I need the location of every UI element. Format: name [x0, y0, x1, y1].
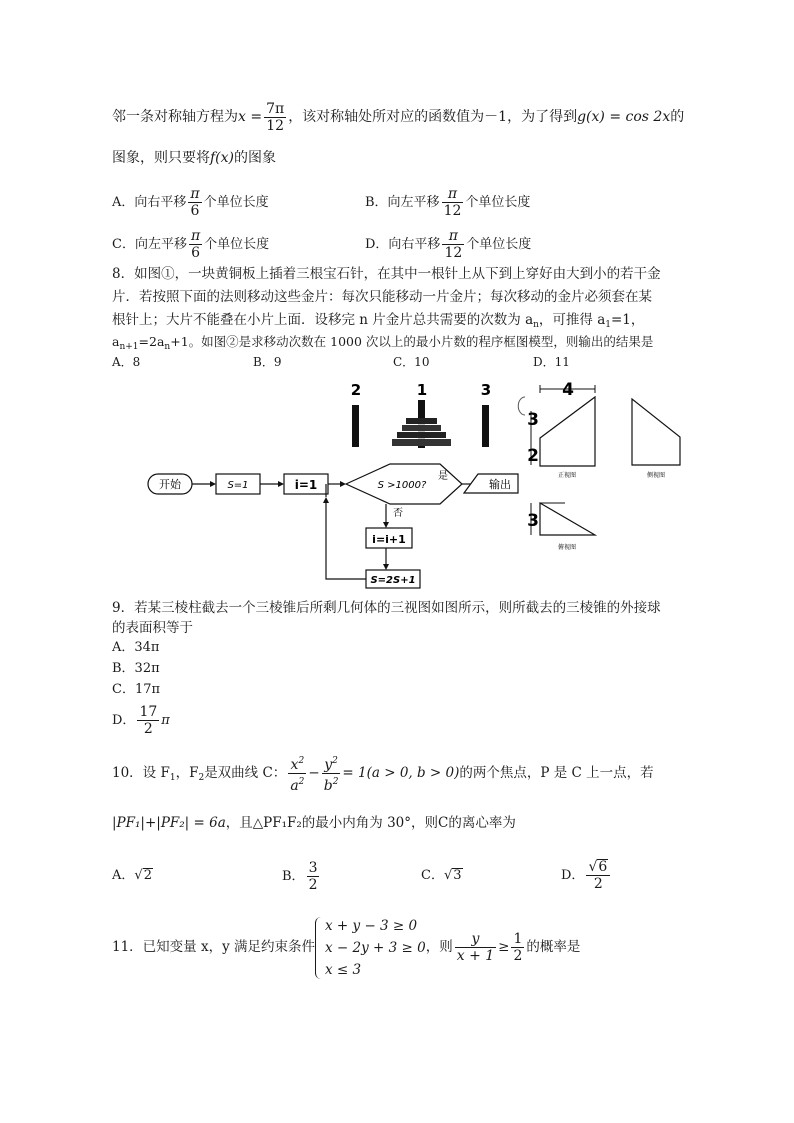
svg-text:i=i+1: i=i+1 — [372, 533, 406, 546]
peg-label-2: 2 — [350, 381, 362, 399]
q7-option-b: B．向左平移 $\frac{\pi}{12}$ 个单位长度 — [365, 186, 531, 219]
svg-text:4: 4 — [562, 380, 574, 400]
svg-text:俯视图: 俯视图 — [557, 544, 577, 551]
gold-disks — [390, 418, 454, 446]
q9-option-a: A．34π — [112, 640, 160, 655]
q9-option-b: B．32π — [112, 661, 160, 676]
q9-line1: 9．若某三棱柱截去一个三棱锥后所剩几何体的三视图如图所示，则所截去的三棱锥的外接球 — [112, 600, 661, 616]
svg-text:3: 3 — [527, 511, 539, 531]
q7-option-a: A．向右平移 $\frac{\pi}{6}$ 个单位长度 — [112, 186, 269, 219]
svg-text:S=2S+1: S=2S+1 — [370, 575, 416, 586]
q10-option-c: C．√3 — [421, 868, 462, 883]
hyperbola-x-term: $\frac{x^2}{a^2}$ — [288, 753, 306, 794]
q11-line: 11．已知变量 x，y 满足约束条件 x + y − 3 ≥ 0 x − 2y + 3 ≥ 0 x ≤ 3 ，则 $\frac{y}{x + 1}$ ≥ $\frac{1}{2}$ 的概率是 — [112, 912, 580, 982]
top-view — [527, 503, 595, 551]
svg-text:开始: 开始 — [159, 478, 181, 491]
svg-text:S=1: S=1 — [227, 480, 249, 491]
q8-line4: $a_{n+1}=2a_n+1$。如图②是求移动次数在 1000 次以上的最小片数的程序框图模型，则输出的结果是 — [112, 334, 654, 352]
q10-option-b: B． $\frac{3}{2}$ — [282, 860, 318, 893]
constraint-system: x + y − 3 ≥ 0 x − 2y + 3 ≥ 0 x ≤ 3 — [315, 915, 426, 981]
q7-text-b: ，该对称轴处所对应的函数值为－1，为了得到 — [288, 109, 578, 125]
svg-text:是: 是 — [438, 471, 448, 482]
q8-option-c: C．10 — [393, 355, 430, 369]
q7-line2: 图象，则只要将f(x)的图象 — [112, 150, 277, 166]
q10-line2: |PF₁|+|PF₂| = 6a，且△PF₁F₂的最小内角为 30°，则C的离心率为 — [112, 815, 516, 831]
q8-line2: 片．若按照下面的法则移动这些金片：每次只能移动一片金片；每次移动的金片必须套在某 — [112, 289, 652, 305]
svg-text:输出: 输出 — [489, 478, 511, 491]
svg-text:侧视图: 侧视图 — [646, 472, 666, 479]
svg-text:i=1: i=1 — [294, 478, 318, 492]
svg-text:3: 3 — [527, 410, 539, 430]
q8-option-a: A．8 — [112, 355, 141, 369]
q10-option-a: A．√2 — [112, 868, 152, 883]
q7-f-expr: f(x) — [210, 150, 235, 166]
svg-text:否: 否 — [393, 508, 403, 519]
q10-line1: 10．设 $F_1$，$F_2$是双曲线 C： $\frac{x^2}{a^2}$ − $\frac{y^2}{b^2}$ = 1(a > 0, b > 0)的两个焦点，P 是 C 上一点，若 — [112, 753, 654, 793]
svg-text:正视图: 正视图 — [557, 472, 577, 479]
q9-option-c: C．17π — [112, 682, 161, 697]
q9-line2: 的表面积等于 — [112, 620, 193, 636]
q7-line1 — [112, 97, 684, 137]
peg-2 — [352, 405, 359, 447]
flow-loop-back — [326, 503, 366, 579]
q7-option-c: C．向左平移 $\frac{\pi}{6}$ 个单位长度 — [112, 228, 270, 261]
q8-line1: 8．如图①，一块黄铜板上插着三根宝石针，在其中一根针上从下到上穿好由大到小的若干金 — [112, 266, 661, 282]
q7-fraction: $\frac{7\pi}{12}$ — [266, 100, 285, 134]
q8-line3: 根针上；大片不能叠在小片上面．设移完 n 片金片总共需要的次数为 $a_n$，可推得 $a_1=1$， — [112, 312, 645, 330]
peg-label-3: 3 — [480, 381, 492, 399]
q7-g-expr: g(x) = cos 2x — [577, 109, 671, 125]
q7-option-d: D．向右平移 $\frac{\pi}{12}$ 个单位长度 — [365, 228, 532, 261]
q10-option-d: D． $\frac{√6}{2}$ — [561, 854, 612, 898]
q7-text-c: 的 — [670, 109, 685, 125]
q7-text-a: 邻一条对称轴方程为 — [112, 109, 238, 125]
svg-text:2: 2 — [527, 446, 539, 466]
q9-option-d: D． $\frac{17}{2}$ π — [112, 704, 170, 737]
q8-option-b: B．9 — [253, 355, 282, 369]
svg-text:S >1000?: S >1000? — [377, 480, 427, 491]
hyperbola-y-term: $\frac{y^2}{b^2}$ — [322, 753, 341, 794]
peg-3 — [482, 405, 489, 447]
front-view — [518, 380, 595, 479]
figure-hanoi-flowchart-views — [140, 375, 700, 590]
side-view — [632, 399, 680, 479]
q8-option-d: D．11 — [533, 355, 570, 369]
q7-x-eq: x = — [238, 109, 263, 125]
peg-label-1: 1 — [416, 381, 428, 399]
